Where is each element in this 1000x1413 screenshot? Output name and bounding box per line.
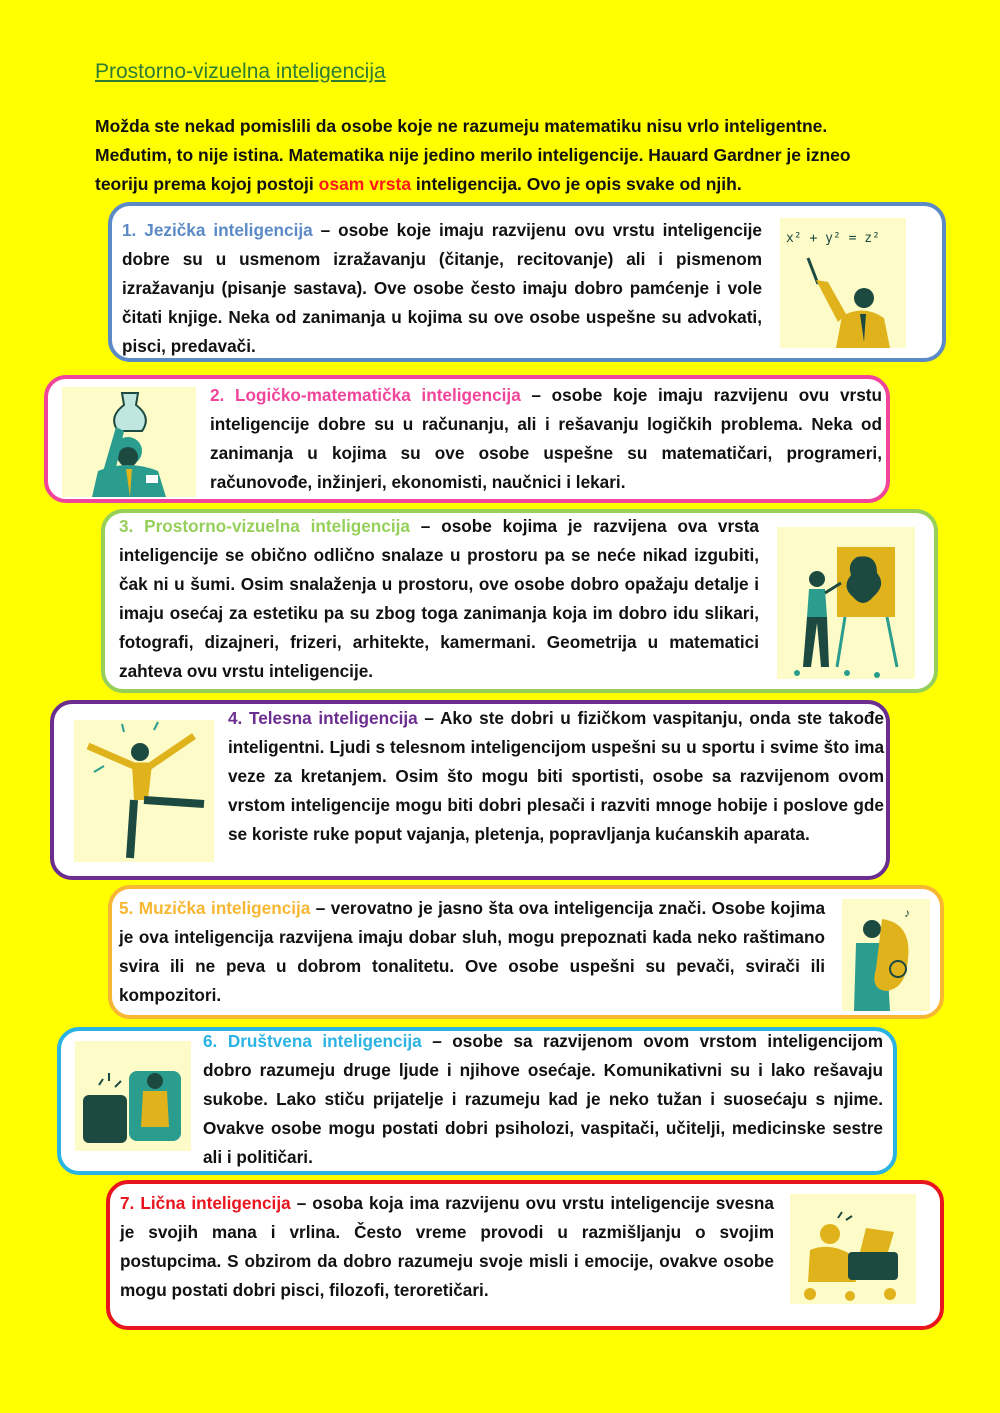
card-musical bbox=[108, 885, 944, 1019]
card-body: – osobe sa razvijenom ovom vrstom inteligencijom dobro razumeju druge ljude i njihove osećaje. Komunikativni su i lako rešavaju sukobe. Lako stiču prijatelje i razumeju kad je neko tužan i suosećaju s njime. Ovakve osobe mogu postati dobri psiholozi, vaspitači, učitelji, medicinske sestre ali i političari. bbox=[203, 1031, 883, 1167]
card-body: – osoba koja ima razvijenu ovu vrstu inteligencije svesna je svojih mana i vrlina. Često vreme provodi u razmišljanju o svojim postupcima. S obzirom da dobro razumeju svoje misli i emocije, ovakve osobe mogu postati dobri pisci, filozofi, teroretičari. bbox=[120, 1193, 774, 1300]
conversation-illustration bbox=[75, 1041, 191, 1151]
card-body: – osobe koje imaju razvijenu ovu vrstu inteligencije dobre su u računanju, ali i rešavanju logičkih problema. Neka od zanimanja u kojima su ove osobe uspešne su matematičari, programeri, računovođe, inžinjeri, ekonomisti, naučnici i lekari. bbox=[210, 385, 882, 492]
page-title: Prostorno-vizuelna inteligencija bbox=[95, 60, 386, 83]
musician-illustration bbox=[842, 899, 930, 1011]
card-social bbox=[57, 1027, 897, 1175]
card-heading: 2. Logičko-matematička inteligencija bbox=[210, 385, 521, 405]
intro-highlight: osam vrsta bbox=[318, 174, 412, 194]
painter-illustration bbox=[777, 527, 915, 679]
formula-label: x² + y² = z² bbox=[786, 231, 880, 246]
writer-illustration bbox=[790, 1194, 916, 1304]
dancer-illustration bbox=[74, 720, 214, 862]
card-heading: 4. Telesna inteligencija bbox=[228, 708, 418, 728]
card-spatial-visual bbox=[101, 509, 938, 693]
card-text bbox=[120, 1189, 774, 1305]
card-bodily bbox=[50, 700, 890, 880]
card-intrapersonal bbox=[106, 1180, 944, 1330]
card-text bbox=[210, 381, 882, 497]
card-text bbox=[119, 894, 825, 1010]
card-heading: 7. Lična inteligencija bbox=[120, 1193, 291, 1213]
svg-text:♪: ♪ bbox=[904, 906, 910, 920]
card-text bbox=[122, 216, 762, 361]
card-logical-mathematical bbox=[44, 375, 890, 503]
card-text bbox=[119, 512, 759, 686]
card-heading: 3. Prostorno-vizuelna inteligencija bbox=[119, 516, 410, 536]
card-body: – Ako ste dobri u fizičkom vaspitanju, onda ste takođe inteligentni. Ljudi s telesnom inteligencijom uspešni su u sportu i svime što ima veze za kretanjem. Osim što mogu biti sportisti, osobe sa razvijenom ovom vrstom inteligencije mogu biti dobri plesači i razviti mnoge hobije i poslove gde se koriste ruke poput vajanja, pletenja, popravljanja kućanskih aparata. bbox=[228, 708, 884, 844]
card-text bbox=[203, 1027, 883, 1172]
card-heading: 1. Jezička inteligencija bbox=[122, 220, 313, 240]
card-body: – osobe kojima je razvijena ova vrsta inteligencije se obično odlično snalaze u prostoru pa se neće nikad izgubiti, čak ni u šumi. Osim snalaženja u prostoru, ove osobe dobro opažaju detalje i imaju osećaj za estetiku pa su zbog toga zanimanja koja im dobro idu slikari, fotografi, dizajneri, frizeri, arhitekte, kamermani. Geometrija u matematici zahteva ovu vrstu inteligencije. bbox=[119, 516, 759, 681]
card-text bbox=[228, 704, 884, 849]
card-body: – osobe koje imaju razvijenu ovu vrstu inteligencije dobre su u usmenom izražavanju (čitanje, recitovanje) ali i pismenom izražavanju (pisanje sastava). Ove osobe često imaju dobro pamćenje i vole čitati knjige. Neka od zanimanja u kojima su ove osobe uspešne su advokati, pisci, predavači. bbox=[122, 220, 762, 356]
card-body: – verovatno je jasno šta ova inteligencija znači. Osobe kojima je ova inteligencija razvijena imaju dobar sluh, mogu prepoznati kada neko raštimano svira ili ne peva u dobrom tonalitetu. Ove osobe uspešni su pevači, svirači ili kompozitori. bbox=[119, 898, 825, 1005]
card-heading: 6. Društvena inteligencija bbox=[203, 1031, 422, 1051]
card-heading: 5. Muzička inteligencija bbox=[119, 898, 311, 918]
teacher-illustration bbox=[780, 218, 906, 348]
intro-text-before: Možda ste nekad pomislili da osobe koje ne razumeju matematiku nisu vrlo inteligentne. Međutim, to nije istina. Matematika nije jedino merilo inteligencije. Hauard Gardner je izneo teoriju prema kojoj postoji bbox=[95, 116, 851, 194]
scientist-illustration bbox=[62, 387, 196, 497]
card-linguistic bbox=[108, 202, 946, 362]
intro-paragraph bbox=[95, 112, 895, 199]
intro-text-after: inteligencija. Ovo je opis svake od njih. bbox=[411, 174, 742, 194]
